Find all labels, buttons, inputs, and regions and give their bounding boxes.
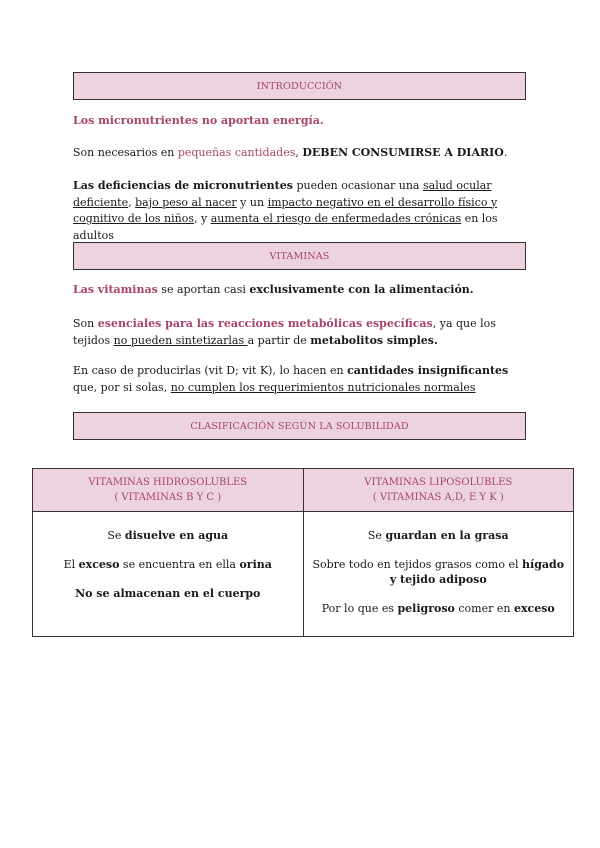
text: Se (107, 529, 125, 542)
emphasis: peligroso (397, 602, 455, 615)
heading-clasificacion (73, 412, 526, 440)
emphasis: DEBEN CONSUMIRSE A DIARIO (302, 146, 504, 159)
underline: no pueden sintetizarlas (113, 333, 248, 347)
text: , (128, 195, 136, 209)
cell-line (41, 557, 295, 572)
heading-vitaminas (73, 242, 526, 270)
solubility-table (32, 468, 574, 637)
text: , y (193, 212, 211, 225)
underline: no cumplen los requerimientos nutricionales normales (170, 380, 476, 394)
text: Se (367, 529, 386, 542)
header-title: VITAMINAS HIDROSOLUBLES (88, 477, 248, 488)
header-subtitle: ( VITAMINAS A,D, E Y K ) (372, 492, 504, 503)
emphasis: cantidades insignificantes (347, 364, 509, 377)
text: Por lo que es (321, 602, 398, 615)
emphasis: guardan en la grasa (385, 529, 509, 542)
emphasis: metabolitos simples. (310, 333, 438, 347)
intro-paragraph-1 (73, 113, 533, 130)
text: , ya que los tejidos (73, 317, 496, 347)
header-liposolubles (303, 469, 574, 512)
highlight: Las vitaminas (73, 283, 158, 296)
table-row (33, 512, 574, 637)
text: . (503, 146, 508, 159)
highlight: pequeñas cantidades (177, 146, 296, 159)
heading-clasificacion-text: CLASIFICACIÓN SEGÚN LA SOLUBILIDAD (190, 420, 409, 432)
emphasis: exceso (78, 558, 120, 571)
table-header-row (33, 469, 574, 512)
header-subtitle: ( VITAMINAS B Y C ) (114, 492, 222, 503)
text: El (63, 558, 79, 571)
heading-introduccion (73, 72, 526, 100)
text: , (295, 146, 303, 159)
text: Son necesarios en (73, 146, 178, 159)
cell-line (312, 601, 566, 616)
vitaminas-paragraph-2 (73, 316, 533, 349)
cell-line (312, 557, 566, 587)
text: y un (236, 195, 268, 209)
text: Son (73, 317, 98, 330)
emphasis: disuelve en agua (124, 529, 229, 542)
underline: salud ocular deficiente (73, 179, 492, 209)
heading-introduccion-text: INTRODUCCIÓN (256, 80, 343, 92)
cell-line (312, 528, 566, 543)
emphasis: orina (239, 558, 272, 571)
cell-line (41, 528, 295, 543)
cell-line (41, 586, 295, 601)
underline: aumenta el riesgo de enfermedades crónicas (210, 212, 462, 225)
header-title: VITAMINAS LIPOSOLUBLES (364, 477, 513, 488)
text: en los adultos (73, 212, 498, 242)
heading-vitaminas-text: VITAMINAS (269, 250, 330, 262)
emphasis: exceso (513, 602, 555, 615)
emphasis: No se almacenan en el cuerpo (75, 587, 261, 600)
text: comer en (454, 602, 514, 615)
text: pueden ocasionar una (292, 179, 423, 192)
cell-liposolubles (303, 512, 574, 637)
text: se aportan casi (157, 283, 250, 296)
text: que, por si solas, (73, 380, 171, 394)
text: En caso de producirlas (vit D; vit K), lo hacen en (73, 364, 348, 377)
emphasis: exclusivamente con la alimentación. (249, 283, 474, 296)
text: Sobre todo en tejidos grasos como el (312, 558, 523, 571)
cell-hidrosolubles (33, 512, 304, 637)
vitaminas-paragraph-3 (73, 363, 533, 396)
intro-paragraph-3 (73, 178, 533, 244)
text: se encuentra en ella (119, 558, 240, 571)
underline: bajo peso al nacer (135, 195, 237, 209)
underline: impacto negativo en el desarrollo físico y cognitivo de los niños (73, 195, 498, 225)
intro-energy-note: Los micronutrientes no aportan energía. (73, 114, 324, 127)
emphasis: hígado y tejido adiposo (389, 558, 565, 586)
emphasis: Las deficiencias de micronutrientes (73, 179, 293, 192)
highlight: esenciales para las reacciones metabólicas específicas (97, 317, 433, 330)
text: a partir de (247, 333, 311, 347)
intro-paragraph-2 (73, 145, 533, 162)
vitaminas-paragraph-1 (73, 282, 533, 299)
header-hidrosolubles (33, 469, 304, 512)
